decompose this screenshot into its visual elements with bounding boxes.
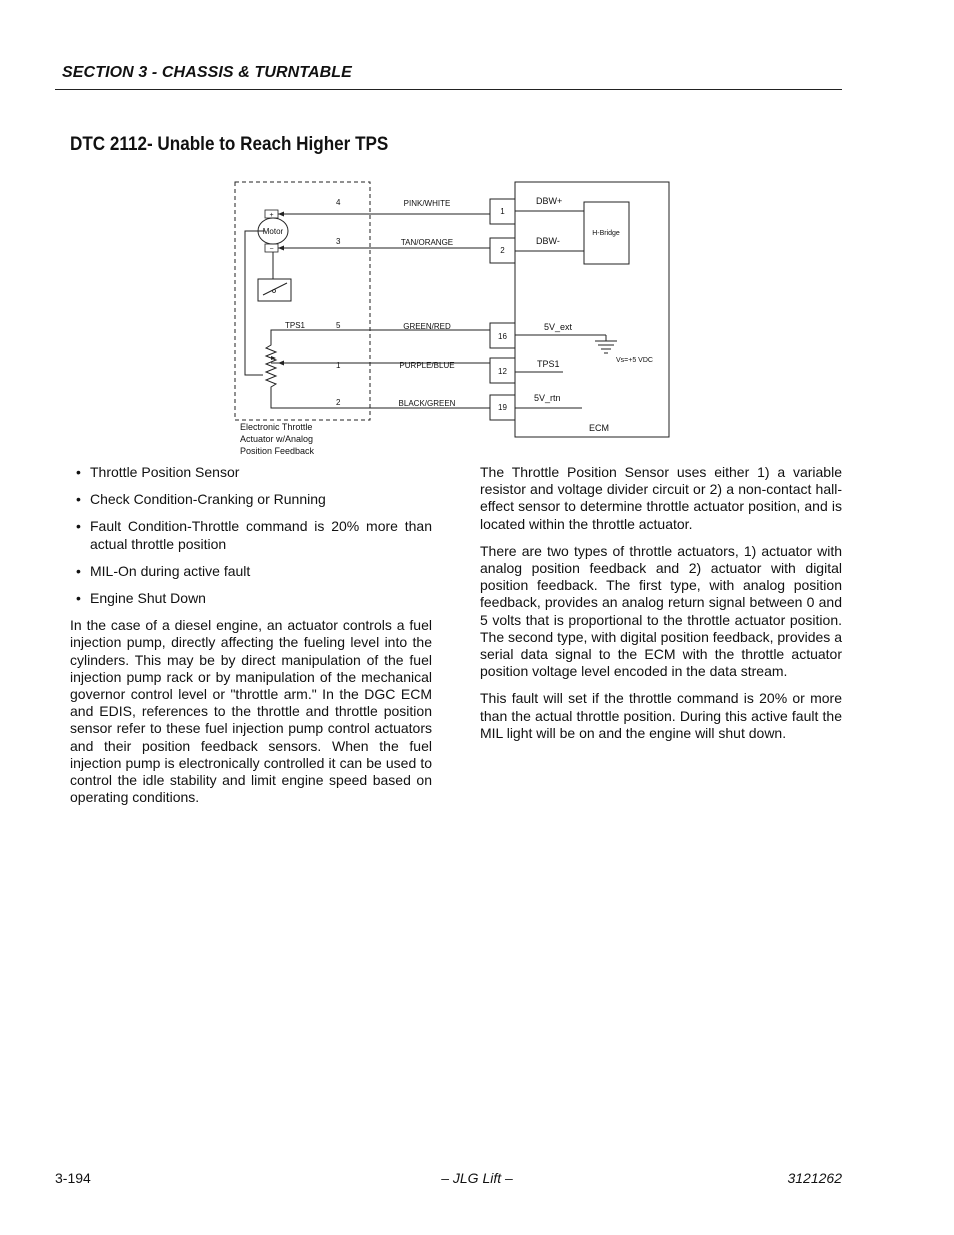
ecm-pin-2: 2 [500,246,505,255]
wire-color-tan-orange: TAN/ORANGE [400,238,454,247]
motor-label: Motor [262,227,284,236]
ecm-label: ECM [589,423,609,433]
list-item: • Throttle Position Sensor [70,464,432,481]
signal-dbw-minus: DBW- [536,236,560,246]
motor-minus-label: − [269,246,274,253]
ecm-pin-19: 19 [498,403,507,412]
list-item: • Fault Condition-Throttle command is 20% more than actual throttle position [70,518,432,552]
body-paragraph: In the case of a diesel engine, an actuator controls a fuel injection pump, directly affecting the fueling level into the cylinders. This may be by direct manipulation of the fuel injection pump rack or by manipulation of the mechanical governor control level or "throttle arm." In the DGC ECM and EDIS, references to the throttle and throttle position sensor refer to these fuel injection pump control actuators and their position feedback sensors. When the fuel injection pump is electronically controlled it can be used to control the idle stability and limit engine speed based on operating conditions. [70,617,432,806]
signal-5v-ext: 5V_ext [544,322,573,332]
tps-label: TPS1 [285,321,306,330]
ecm-pin-12: 12 [498,367,507,376]
vs-label: Vs=+5 VDC [616,357,653,364]
wire-color-purple-blue: PURPLE/BLUE [399,361,455,370]
wire-color-black-green: BLACK/GREEN [398,399,456,408]
left-pin-5: 5 [336,321,341,330]
document-number: 3121262 [787,1170,842,1186]
wire-color-green-red: GREEN/RED [403,322,451,331]
actuator-caption-3: Position Feedback [240,446,315,456]
wire-color-pink-white: PINK/WHITE [403,199,451,208]
left-pin-4: 4 [336,198,341,207]
actuator-box [235,182,370,420]
body-paragraph: The Throttle Position Sensor uses either 1) a variable resistor and voltage divider circuit or 2) a non-contact hall-effect sensor to determine throttle actuator position, and is located within the throttle actuator. [480,464,842,532]
header-rule [55,89,842,90]
right-column [480,464,842,752]
footer-center: – JLG Lift – [441,1170,513,1186]
list-item: • Engine Shut Down [70,590,432,607]
condition-list [70,464,432,607]
list-item: • MIL-On during active fault [70,563,432,580]
wiring-diagram [225,175,675,460]
left-pin-2: 2 [336,398,341,407]
actuator-caption-1: Electronic Throttle [240,422,313,432]
left-pin-1: 1 [336,361,341,370]
signal-tps1: TPS1 [537,359,560,369]
page-title: DTC 2112- Unable to Reach Higher TPS [70,134,389,155]
page-number: 3-194 [55,1170,91,1186]
signal-dbw-plus: DBW+ [536,196,563,206]
body-paragraph: This fault will set if the throttle command is 20% or more than the actual throttle position. During this active fault the MIL light will be on and the engine will shut down. [480,690,842,741]
body-paragraph: There are two types of throttle actuators, 1) actuator with analog position feedback and 2) actuator with digital position feedback. The first type, with analog position feedback, provides an analog return signal between 0 and 5 volts that is proportional to the throttle actuator position. The second type, with digital position feedback, provides a serial data signal to the ECM with the throttle actuator position voltage level encoded in the data stream. [480,542,842,680]
list-item: • Check Condition-Cranking or Running [70,491,432,508]
ecm-pin-1: 1 [500,207,505,216]
motor-plus-label: + [269,212,274,219]
left-column [70,464,432,816]
left-pin-3: 3 [336,237,341,246]
ecm-pin-16: 16 [498,332,507,341]
section-header: SECTION 3 - CHASSIS & TURNTABLE [62,64,352,81]
hbridge-label: H-Bridge [592,230,620,237]
signal-5v-rtn: 5V_rtn [534,393,561,403]
actuator-caption-2: Actuator w/Analog [240,434,314,444]
